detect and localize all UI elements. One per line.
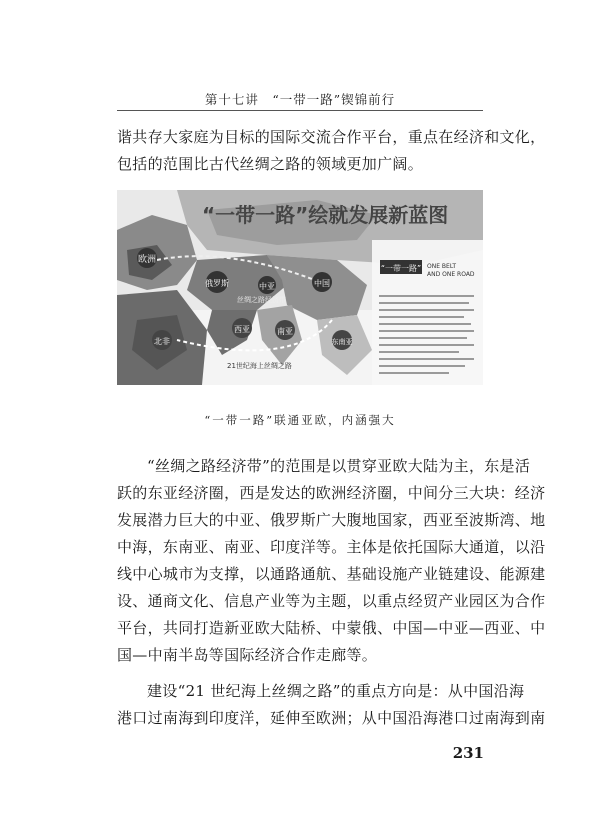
text-line: 跃的东亚经济圈，西是发达的欧洲经济圈，中间分三大块：经济 [117, 484, 546, 502]
text-line: 线中心城市为支撑，以通路通航、基础设施产业链建设、能源建 [117, 565, 546, 583]
badge-china [312, 272, 332, 292]
running-header: 第十七讲 “一带一路”锲锦前行 [204, 92, 396, 107]
svg-text:中国: 中国 [314, 279, 330, 288]
paragraph-maritime-road [117, 678, 546, 732]
header-rule [117, 110, 483, 111]
text-line: 港口过南海到印度洋，延伸至欧洲；从中国沿海港口过南海到南 [117, 709, 546, 727]
badge-south-asia [275, 320, 295, 340]
badge-central-asia [258, 276, 276, 294]
text-line: 包括的范围比古代丝绸之路的领域更加广阔。 [117, 155, 424, 173]
text-line: “丝绸之路经济带”的范围是以贯穿亚欧大陆为主，东是活 [147, 457, 531, 475]
svg-text:ONE BELT: ONE BELT [427, 263, 456, 270]
svg-text:“一带一路”: “一带一路” [380, 264, 422, 273]
belt-route-label: 丝绸之路经济带 [237, 296, 286, 304]
svg-text:俄罗斯: 俄罗斯 [205, 279, 229, 288]
svg-text:南亚: 南亚 [277, 327, 293, 336]
text-line: 发展潜力巨大的中亚、俄罗斯广大腹地国家，西亚至波斯湾、地 [117, 511, 546, 529]
svg-text:AND ONE ROAD: AND ONE ROAD [427, 271, 475, 278]
belt-road-map-figure [117, 190, 483, 385]
svg-text:欧洲: 欧洲 [137, 255, 157, 265]
text-line: 建设“21 世纪海上丝绸之路”的重点方向是：从中国沿海 [147, 682, 525, 700]
page-number: 231 [452, 744, 484, 762]
svg-text:中亚: 中亚 [259, 282, 275, 291]
svg-text:东南亚: 东南亚 [331, 338, 353, 346]
svg-text:西亚: 西亚 [234, 325, 250, 334]
paragraph-silk-road-belt [117, 453, 546, 669]
text-line: 设、通商文化、信息产业等为主题，以重点经贸产业园区为合作 [117, 592, 546, 610]
text-line: 平台，共同打造新亚欧大陆桥、中蒙俄、中国—中亚—西亚、中 [117, 619, 546, 637]
text-line: 国—中南半岛等国际经济合作走廊等。 [117, 646, 378, 664]
badge-north-africa [152, 330, 172, 350]
maritime-route-label: 21世纪海上丝绸之路 [227, 362, 292, 370]
figure-caption: “一带一路”联通亚欧，内涵强大 [204, 413, 396, 427]
map-illustration [117, 190, 483, 385]
text-line: 谐共存大家庭为目标的国际交流合作平台，重点在经济和文化， [117, 128, 546, 146]
map-title: “一带一路”绘就发展新蓝图 [202, 203, 449, 227]
text-line: 中海，东南亚、南亚、印度洋等。主体是依托国际大通道，以沿 [117, 538, 546, 556]
badge-europe [137, 248, 157, 268]
paragraph-continuation [117, 124, 546, 178]
svg-text:北非: 北非 [154, 337, 170, 346]
badge-west-asia [232, 318, 252, 338]
